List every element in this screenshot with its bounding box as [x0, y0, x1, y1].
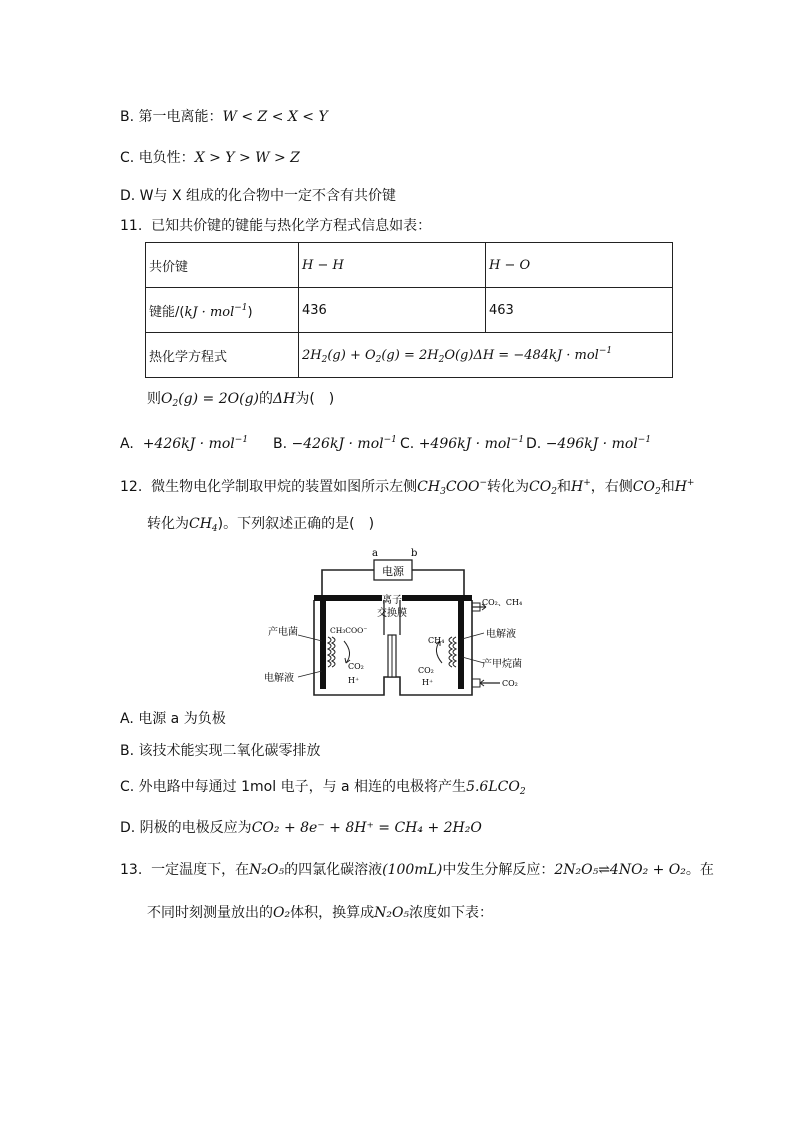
q11-option-d: [526, 430, 651, 454]
q10-option-c-label: C. 电负性：: [120, 150, 195, 166]
q11-option-a: [120, 430, 248, 454]
q12-text: 转化为: [487, 479, 530, 495]
eq-sub: 2: [321, 354, 328, 365]
eq-sub: 2: [375, 354, 382, 365]
q13-text: 一定温度下，在: [151, 862, 250, 878]
q12-option-c-sub: 2: [519, 787, 526, 797]
pointer-line: [462, 633, 484, 639]
q11-ask: [147, 389, 334, 414]
option-value: −426kJ · mol: [291, 436, 384, 452]
q10-option-b-label: B. 第一电离能：: [120, 109, 223, 125]
left-electrolyte-label: 电解液: [264, 673, 294, 684]
option-exp: −1: [637, 435, 652, 445]
q12-sub: 2: [654, 487, 661, 497]
q13-math: 2N₂O₅⇌4NO₂ + O₂: [554, 862, 686, 878]
q12-sub: 4: [211, 524, 218, 534]
q11-stem-text: 已知共价键的键能与热化学方程式信息如表：: [151, 218, 432, 234]
electrolysis-apparatus-diagram: [262, 545, 524, 705]
q13-text: 不同时刻测量放出的: [147, 905, 273, 921]
option-letter: A.: [120, 436, 134, 452]
q11-ask-math: ΔH: [273, 391, 296, 407]
table-row: [146, 288, 673, 333]
q13-number: 13.: [120, 862, 143, 878]
pointer-line: [298, 635, 322, 641]
membrane-label-1: 离子: [382, 595, 402, 606]
eq-sub: 2: [438, 354, 445, 365]
q12-option-c-math: 5.6LCO: [466, 779, 520, 795]
q13-text: 。在: [685, 862, 714, 878]
eq-part: (g) + O: [327, 347, 376, 363]
q12-sub: 3: [440, 487, 446, 497]
table-cell: 共价键: [146, 243, 299, 288]
bond-energy-unit-exp: −1: [234, 302, 248, 313]
q12-text: 和: [556, 479, 571, 495]
q11-ask-part: 为( ): [295, 391, 335, 407]
q12-sup: +: [686, 478, 695, 488]
q10-option-c: [120, 148, 300, 168]
q12-math: H: [674, 479, 687, 495]
right-co2-label: CO₂: [418, 666, 434, 675]
terminal-a-label: a: [372, 548, 378, 559]
q11-ask-part: 的: [259, 391, 274, 407]
q13-math: O₂: [273, 905, 291, 921]
membrane-label-2: 交换膜: [377, 608, 407, 619]
left-bacteria-label: 产电菌: [268, 627, 298, 638]
methane-label: CH₄: [428, 636, 445, 645]
q12-math: H: [570, 479, 584, 495]
q13-text: 的四氯化碳溶液: [284, 862, 383, 878]
terminal-b-label: b: [411, 548, 418, 559]
table-row: [146, 333, 673, 378]
q13-math: (100mL): [382, 862, 443, 878]
q13-text: 体积，换算成: [290, 905, 375, 921]
q11-option-b: [273, 430, 397, 454]
q10-option-d: D. W与 X 组成的化合物中一定不含有共价键: [120, 188, 397, 204]
q11-ask-part: 则: [147, 391, 161, 407]
q12-option-a: A. 电源 a 为负极: [120, 711, 226, 727]
q12-option-c-text: C. 外电路中每通过 1mol 电子，与 a 相连的电极将产生: [120, 779, 467, 795]
left-electrode: [320, 601, 326, 689]
thermo-equation-cell: [299, 333, 673, 378]
q12-text: 微生物电化学制取甲烷的装置如图所示左侧: [151, 479, 418, 495]
q12-option-d: [120, 818, 482, 838]
q11-ask-math: (g) = 2O(g): [178, 391, 260, 407]
right-electrolyte-label: 电解液: [486, 629, 516, 640]
q13-text: 中发生分解反应：: [442, 862, 555, 878]
q12-sup: +: [583, 478, 591, 488]
q12-math: CH: [417, 479, 441, 495]
gas-outlet-label: CO₂、CH₄: [482, 598, 523, 607]
left-h-label: H⁺: [348, 676, 360, 685]
q12-math: CO: [529, 479, 552, 495]
eq-exp: −1: [598, 345, 613, 356]
q13-stem-line1: [120, 860, 714, 880]
q12-text: 和: [660, 479, 675, 495]
right-bacteria-label: 产甲烷菌: [482, 659, 522, 670]
option-value: +426kJ · mol: [142, 436, 235, 452]
bond-energy-label: 键能/(: [149, 304, 185, 320]
right-bacteria-coil: [449, 637, 456, 667]
q12-sup: −: [479, 478, 488, 488]
eq-part: (g) = 2H: [381, 347, 439, 363]
q12-math: COO: [445, 479, 480, 495]
q13-math: N₂O₅: [374, 905, 410, 921]
option-letter: D.: [526, 436, 542, 452]
q12-text: 转化为: [147, 516, 189, 532]
q11-number: 11.: [120, 218, 143, 234]
option-letter: B.: [273, 436, 288, 452]
option-exp: −1: [234, 435, 249, 445]
option-letter: C.: [400, 436, 415, 452]
q11-ask-math: O: [161, 391, 173, 407]
pointer-line: [462, 657, 484, 663]
bond-energy-unit: kJ · mol: [184, 304, 235, 320]
q12-math: CH: [189, 516, 212, 532]
q12-text: ，右侧: [590, 479, 633, 495]
table-cell: [146, 288, 299, 333]
q10-option-b-expr: W < Z < X < Y: [222, 109, 328, 125]
q10-option-c-expr: X > Y > W > Z: [194, 150, 300, 166]
left-bacteria-coil: [328, 637, 335, 667]
q12-math: CO: [632, 479, 655, 495]
q12-sub: 2: [551, 487, 557, 497]
q11-stem: [120, 216, 431, 236]
q11-option-c: [400, 430, 524, 454]
q13-math: N₂O₅: [249, 862, 285, 878]
q12-stem-line2: [147, 514, 374, 539]
right-h-label: H⁺: [422, 678, 434, 687]
gas-inlet-label: CO₂: [502, 679, 518, 688]
inlet-box: [472, 679, 480, 687]
q13-stem-line2: [147, 903, 493, 923]
q12-option-d-text: D. 阴极的电极反应为: [120, 820, 252, 836]
table-cell: 463: [486, 288, 673, 333]
table-cell: 热化学方程式: [146, 333, 299, 378]
table-row: [146, 243, 673, 288]
table-cell: 436: [299, 288, 486, 333]
table-cell: H − O: [486, 243, 673, 288]
eq-part: O(g)ΔH = −484kJ · mol: [444, 347, 599, 363]
q12-option-d-math: CO₂ + 8e⁻ + 8H⁺ = CH₄ + 2H₂O: [251, 820, 482, 836]
power-source-label: 电源: [382, 565, 404, 578]
right-lid: [402, 595, 472, 601]
q12-stem-line1: [120, 473, 694, 502]
table-cell: H − H: [299, 243, 486, 288]
q11-ask-sub: 2: [172, 399, 179, 409]
option-exp: −1: [383, 435, 397, 445]
option-value: −496kJ · mol: [545, 436, 638, 452]
option-value: +496kJ · mol: [418, 436, 511, 452]
q12-option-c: [120, 777, 526, 802]
q12-option-b: B. 该技术能实现二氧化碳零排放: [120, 743, 321, 759]
eq-part: 2H: [302, 347, 322, 363]
q12-number: 12.: [120, 479, 143, 495]
bond-energy-table: [145, 242, 673, 378]
left-co2-label: CO₂: [348, 662, 364, 671]
option-exp: −1: [510, 435, 525, 445]
q12-text: )。下列叙述正确的是( ): [217, 516, 375, 532]
q10-option-b: [120, 107, 328, 127]
pointer-line: [298, 671, 322, 677]
left-lid: [314, 595, 382, 601]
bond-energy-label-end: ): [247, 304, 253, 320]
q13-text: 浓度如下表：: [409, 905, 494, 921]
acetate-label: CH₃COO⁻: [330, 626, 368, 635]
right-electrode: [458, 601, 464, 689]
